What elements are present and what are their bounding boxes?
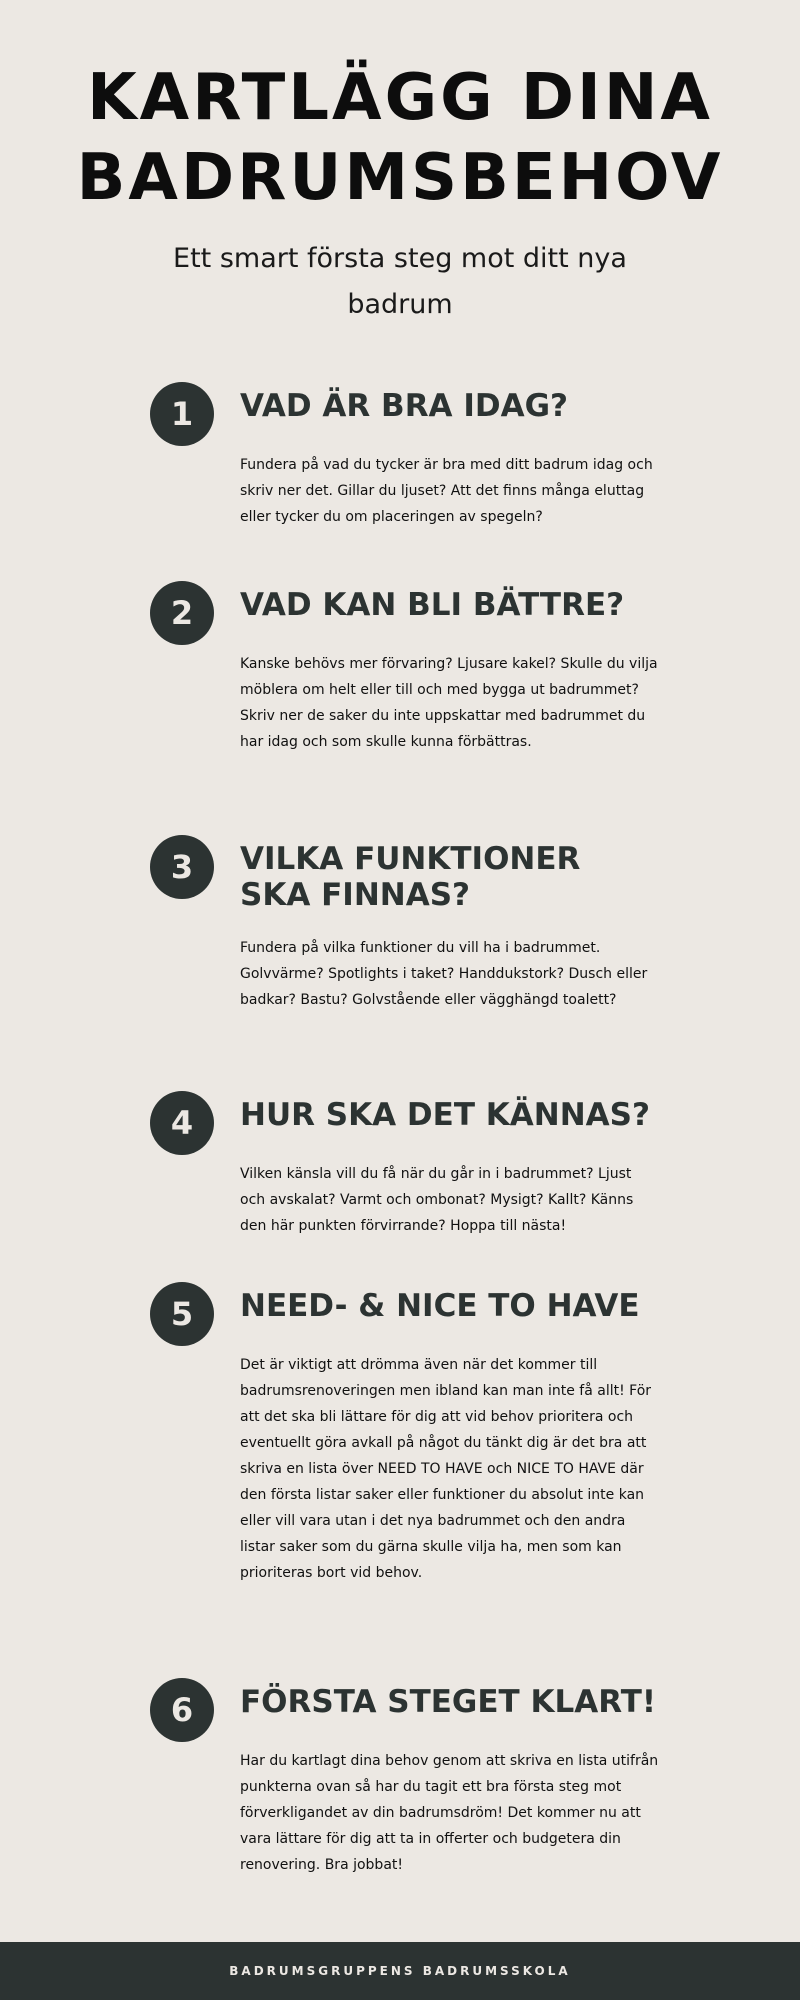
step-heading: HUR SKA DET KÄNNAS? xyxy=(240,1097,650,1133)
step-body: Det är viktigt att drömma även när det kommer till badrumsrenoveringen men ibland kan man inte få allt! För att det ska bli lättare för dig att vid behov prioritera och eventuellt göra avkall på något du tänkt dig är det bra att skriva en lista över NEED TO HAVE och NICE TO HAVE där den första listar saker eller funktioner du absolut inte kan eller vill vara utan i det nya badrummet och den andra listar saker som du gärna skulle vilja ha, men som kan prioriteras bort vid behov. xyxy=(240,1357,652,1581)
step-body: Har du kartlagt dina behov genom att skriva en lista utifrån punkterna ovan så har du tagit ett bra första steg mot förverkligandet av din badrumsdröm! Det kommer nu att vara lättare för dig att ta in offerter och budgetera din renovering. Bra jobbat! xyxy=(240,1753,659,1873)
step-number-badge: 2 xyxy=(150,581,214,645)
page-title-line-1: KARTLÄGG DINA xyxy=(87,61,713,135)
page-subtitle: Ett smart första steg mot ditt nya badrum xyxy=(173,243,627,320)
step-number-badge: 6 xyxy=(150,1678,214,1742)
step-number-badge: 5 xyxy=(150,1282,214,1346)
footer-bar xyxy=(0,1942,800,2000)
step-body: Fundera på vad du tycker är bra med ditt badrum idag och skriv ner det. Gillar du ljuset? Att det finns många eluttag eller tycker du om placeringen av spegeln? xyxy=(240,457,653,525)
page-title-line-2: BADRUMSBEHOV xyxy=(76,141,724,215)
step-body: Fundera på vilka funktioner du vill ha i badrummet. Golvvärme? Spotlights i taket? Handdukstork? Dusch eller badkar? Bastu? Golvstående eller vägghängd toalett? xyxy=(240,940,648,1008)
step-heading: VILKA FUNKTIONER SKA FINNAS? xyxy=(240,841,581,913)
step-heading: FÖRSTA STEGET KLART! xyxy=(240,1684,656,1720)
step-heading: NEED- & NICE TO HAVE xyxy=(240,1288,640,1324)
step-body: Kanske behövs mer förvaring? Ljusare kakel? Skulle du vilja möblera om helt eller till och med bygga ut badrummet? Skriv ner de saker du inte uppskattar med badrummet du har idag och som skulle kunna förbättras. xyxy=(240,656,658,750)
footer-text: BADRUMSGRUPPENS BADRUMSSKOLA xyxy=(229,1964,571,1978)
step-body: Vilken känsla vill du få när du går in i badrummet? Ljust och avskalat? Varmt och ombonat? Mysigt? Kallt? Känns den här punkten förvirrande? Hoppa till nästa! xyxy=(240,1166,634,1234)
step-number-badge: 3 xyxy=(150,835,214,899)
step-number-badge: 4 xyxy=(150,1091,214,1155)
step-number-badge: 1 xyxy=(150,382,214,446)
page-title xyxy=(0,58,800,218)
step-heading: VAD KAN BLI BÄTTRE? xyxy=(240,587,625,623)
step-heading: VAD ÄR BRA IDAG? xyxy=(240,388,569,424)
